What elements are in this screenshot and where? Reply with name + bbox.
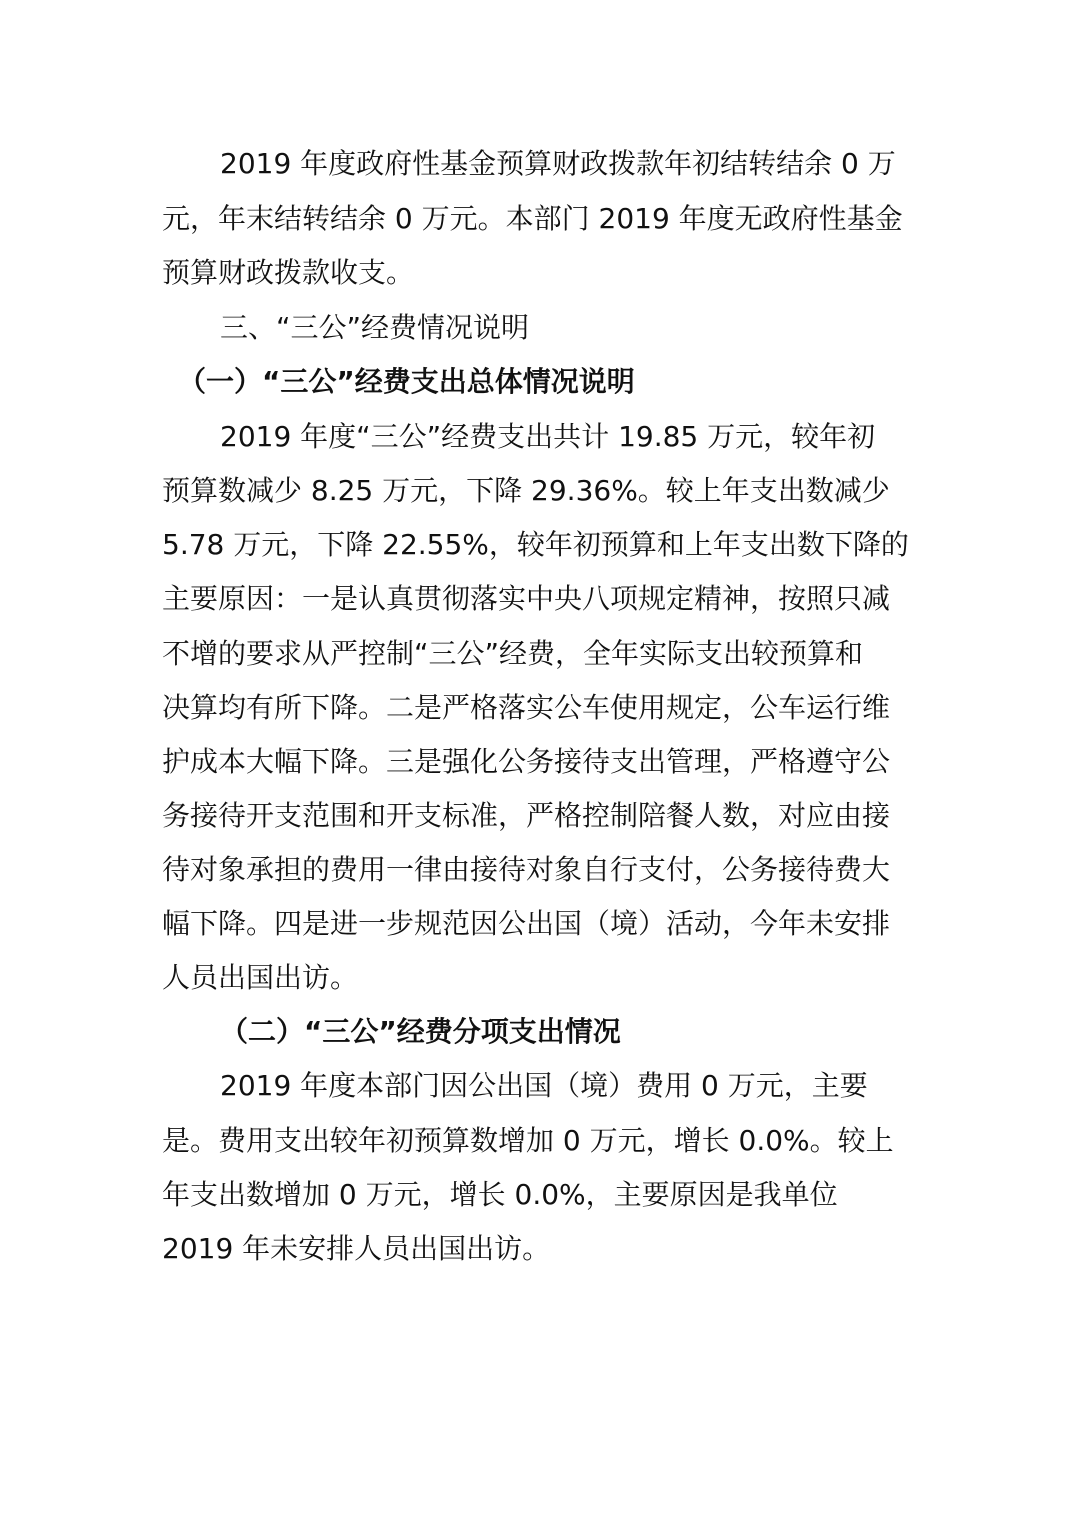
para2-line6: 决算均有所下降。二是严格落实公车使用规定，公车运行维 xyxy=(162,691,891,724)
para3-line3: 年支出数增加 0 万元，增长 0.0%，主要原因是我单位 xyxy=(162,1178,838,1211)
para3-line2: 是。费用支出较年初预算数增加 0 万元，增长 0.0%。较上 xyxy=(162,1124,894,1157)
subsection1-heading: （一）“三公”经费支出总体情况说明 xyxy=(178,365,635,398)
para2-line5: 不增的要求从严控制“三公”经费，全年实际支出较预算和 xyxy=(162,637,864,670)
para2-line10: 幅下降。四是进一步规范因公出国（境）活动，今年未安排 xyxy=(162,907,891,940)
para2-line7: 护成本大幅下降。三是强化公务接待支出管理，严格遵守公 xyxy=(162,745,891,778)
para2-line1: 2019 年度“三公”经费支出共计 19.85 万元，较年初 xyxy=(220,420,876,453)
section3-heading: 三、“三公”经费情况说明 xyxy=(220,311,530,344)
para2-line9: 待对象承担的费用一律由接待对象自行支付，公务接待费大 xyxy=(162,853,891,886)
para2-line11: 人员出国出访。 xyxy=(162,961,359,994)
para2-line8: 务接待开支范围和开支标准，严格控制陪餐人数，对应由接 xyxy=(162,799,891,832)
para1-line3: 预算财政拨款收支。 xyxy=(162,256,415,289)
para3-line4: 2019 年未安排人员出国出访。 xyxy=(162,1232,551,1265)
para2-line4: 主要原因：一是认真贯彻落实中央八项规定精神，按照只减 xyxy=(162,582,891,615)
para1-line2: 元，年末结转结余 0 万元。本部门 2019 年度无政府性基金 xyxy=(162,202,903,235)
para1-line1: 2019 年度政府性基金预算财政拨款年初结转结余 0 万 xyxy=(220,147,896,180)
para2-line2: 预算数减少 8.25 万元，下降 29.36%。较上年支出数减少 xyxy=(162,474,890,507)
para3-line1: 2019 年度本部门因公出国（境）费用 0 万元，主要 xyxy=(220,1069,868,1102)
para2-line3: 5.78 万元，下降 22.55%，较年初预算和上年支出数下降的 xyxy=(162,528,909,561)
subsection2-heading: （二）“三公”经费分项支出情况 xyxy=(220,1015,621,1048)
